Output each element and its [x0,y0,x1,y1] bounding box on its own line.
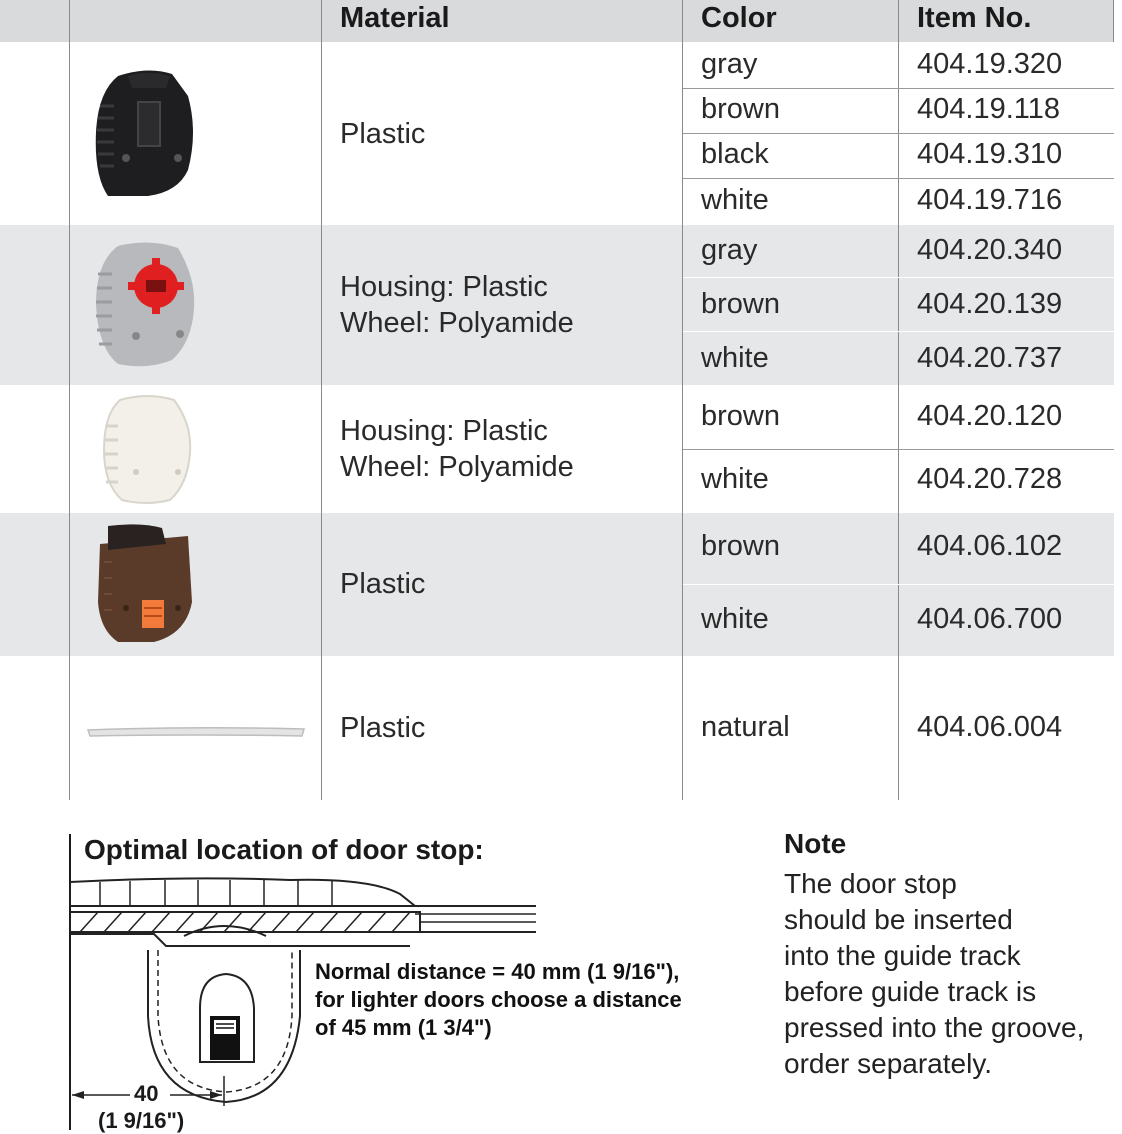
item-no-cell: 404.20.737 [917,342,1063,374]
item-no-cell: 404.20.340 [917,234,1063,266]
item-no-cell: 404.19.716 [917,184,1063,216]
color-cell: gray [701,234,758,266]
material-text: Plastic [340,118,426,150]
material-cell [340,116,425,152]
note-title: Note [784,828,847,859]
grid-hline [683,584,1114,585]
dimension-mm: 40 [134,1081,159,1106]
grid-vline [1113,0,1114,42]
grid-hline [683,88,1114,89]
grid-hline [683,331,1114,332]
item-no-cell: 404.06.700 [917,603,1063,635]
material-text: Wheel: Polyamide [340,451,574,483]
material-text: Wheel: Polyamide [340,307,574,339]
distance-instructions [315,958,682,1042]
note-line: pressed into the groove, [784,1012,1085,1043]
item-no-cell: 404.06.102 [917,530,1063,562]
grid-vline [69,0,70,800]
color-cell: brown [701,530,780,562]
material-text: Housing: Plastic [340,415,548,447]
note-line: before guide track is [784,976,1037,1007]
distance-line: for lighter doors choose a distance [315,987,682,1012]
item-no-cell: 404.19.118 [917,93,1060,125]
material-cell [340,269,574,341]
color-cell: black [701,138,769,170]
color-cell: gray [701,48,758,80]
distance-line: of 45 mm (1 3/4") [315,1015,492,1040]
material-text: Plastic [340,568,426,600]
header-material: Material [340,2,450,34]
color-cell: white [701,603,769,635]
grid-hline [683,449,1114,450]
material-cell [340,710,425,746]
item-no-cell: 404.20.139 [917,288,1063,320]
header-item-no: Item No. [917,2,1032,34]
header-color: Color [701,2,777,34]
dimension-in: (1 9/16") [98,1108,185,1133]
color-cell: white [701,463,769,495]
grid-vline [321,0,322,800]
item-no-cell: 404.20.728 [917,463,1063,495]
item-no-cell: 404.06.004 [917,711,1063,743]
grid-hline [683,133,1114,134]
product-image-brown-door-stop [88,522,200,648]
diagram-title: Optimal location of door stop: [84,834,484,865]
color-cell: white [701,184,769,216]
color-cell: white [701,342,769,374]
note-line: order separately. [784,1048,993,1079]
material-text: Plastic [340,712,426,744]
note-line: The door stop [784,868,957,899]
color-cell: natural [701,711,790,743]
grid-hline [683,277,1114,278]
distance-line: Normal distance = 40 mm (1 9/16"), [315,959,680,984]
grid-vline [682,0,683,800]
material-cell [340,566,425,602]
item-no-cell: 404.19.320 [917,48,1063,80]
product-image-black-door-stop [88,66,200,200]
note-body [784,866,1122,1082]
note-line: into the guide track [784,940,1021,971]
note-line: should be inserted [784,904,1013,935]
material-cell [340,413,574,485]
grid-hline [683,178,1114,179]
color-cell: brown [701,400,780,432]
product-image-guide-track-strip [86,724,306,740]
item-no-cell: 404.20.120 [917,400,1063,432]
grid-vline [898,0,899,800]
product-image-gray-door-stop-red-wheel [88,238,200,370]
color-cell: brown [701,288,780,320]
item-no-cell: 404.19.310 [917,138,1063,170]
material-text: Housing: Plastic [340,271,548,303]
product-image-white-door-stop [96,392,196,506]
color-cell: brown [701,93,780,125]
